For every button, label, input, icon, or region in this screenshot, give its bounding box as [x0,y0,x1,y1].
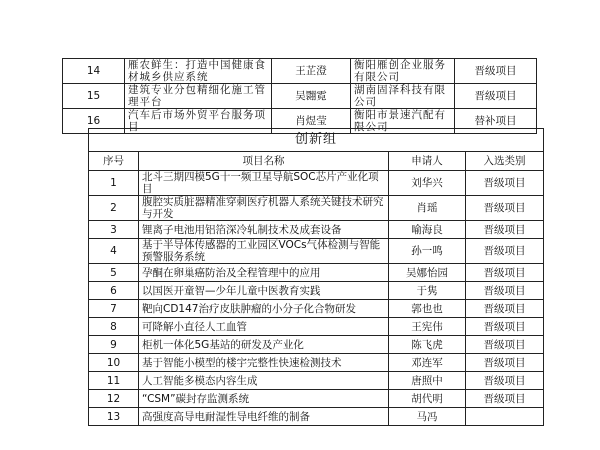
project-name: 建筑专业分包精细化施工管理平台 [125,84,272,109]
table-row [63,59,537,84]
header-no: 序号 [89,152,139,171]
table-row [89,171,544,196]
project-name: 靶向CD147治疗皮肤肿瘤的小分子化合物研发 [139,300,389,318]
project-name: 柜机一体化5G基站的研发及产业化 [139,336,389,354]
table-row [89,408,544,426]
row-number: 7 [89,300,139,318]
applicant: 于隽 [389,282,466,300]
category: 晋级项目 [466,300,544,318]
applicant: 胡代明 [389,390,466,408]
project-name: 基于智能小模型的楼宇完整性快速检测技术 [139,354,389,372]
organization: 衡阳市景速汽配有限公司 [351,109,455,134]
innovation-group-table [88,128,544,426]
applicant: 王芷澄 [272,59,351,84]
category: 晋级项目 [455,59,537,84]
project-name: 孕酮在卵巢癌防治及全程管理中的应用 [139,264,389,282]
innovation-table-body [89,129,544,426]
table-row [89,300,544,318]
applicant: 马冯 [389,408,466,426]
row-number: 14 [63,59,125,84]
row-number: 4 [89,239,139,264]
table-row [63,84,537,109]
project-name: 雁农鲜生：打造中国健康食材城乡供应系统 [125,59,272,84]
continuation-table [62,58,537,134]
category: 晋级项目 [466,282,544,300]
table-row [89,282,544,300]
row-number: 13 [89,408,139,426]
table-row [89,196,544,221]
organization: 湖南固泽科技有限公司 [351,84,455,109]
row-number: 10 [89,354,139,372]
row-number: 5 [89,264,139,282]
applicant: 郭也也 [389,300,466,318]
category: 晋级项目 [466,390,544,408]
category [466,408,544,426]
applicant: 孙一鸣 [389,239,466,264]
project-name: 腹腔实质脏器精准穿刺医疗机器人系统关键技术研究与开发 [139,196,389,221]
table-row [89,318,544,336]
table-row [89,221,544,239]
applicant: 喻海良 [389,221,466,239]
table-row [89,336,544,354]
header-category: 入选类别 [466,152,544,171]
category: 晋级项目 [466,336,544,354]
header-row [89,152,544,171]
applicant: 肖煜莹 [272,109,351,134]
category: 晋级项目 [466,318,544,336]
header-applicant: 申请人 [389,152,466,171]
table-row [89,264,544,282]
project-name: 北斗三期四模5G十一频卫星导航SOC芯片产业化项目 [139,171,389,196]
row-number: 15 [63,84,125,109]
category: 晋级项目 [466,264,544,282]
row-number: 2 [89,196,139,221]
table-row [89,354,544,372]
category: 晋级项目 [466,239,544,264]
category: 替补项目 [455,109,537,134]
category: 晋级项目 [466,221,544,239]
category: 晋级项目 [455,84,537,109]
project-name: 锂离子电池用铝箔深冷轧制技术及成套设备 [139,221,389,239]
table-row [89,372,544,390]
applicant: 唐照中 [389,372,466,390]
table-row [89,239,544,264]
project-name: 汽车后市场外贸平台服务项目 [125,109,272,134]
header-project-name: 项目名称 [139,152,389,171]
project-name: 高强度高导电耐湿性导电纤维的制备 [139,408,389,426]
project-name: 基于半导体传感器的工业园区VOCs气体检测与智能预警服务系统 [139,239,389,264]
row-number: 9 [89,336,139,354]
applicant: 刘华兴 [389,171,466,196]
category: 晋级项目 [466,372,544,390]
row-number: 12 [89,390,139,408]
project-name: 以国医开童智—少年儿童中医教育实践 [139,282,389,300]
group-title: 创新组 [89,129,544,152]
project-name: 可降解小直径人工血管 [139,318,389,336]
applicant: 吴翾霓 [272,84,351,109]
applicant: 邓连军 [389,354,466,372]
category: 晋级项目 [466,354,544,372]
row-number: 16 [63,109,125,134]
category: 晋级项目 [466,171,544,196]
row-number: 11 [89,372,139,390]
applicant: 肖瑶 [389,196,466,221]
applicant: 王宪伟 [389,318,466,336]
row-number: 8 [89,318,139,336]
organization: 衡阳雁创企业服务有限公司 [351,59,455,84]
table-row [89,390,544,408]
project-name: 人工智能多模态内容生成 [139,372,389,390]
row-number: 1 [89,171,139,196]
continuation-table-body [63,59,537,134]
row-number: 3 [89,221,139,239]
applicant: 吴娜怡园 [389,264,466,282]
project-name: “CSM”碳封存监测系统 [139,390,389,408]
row-number: 6 [89,282,139,300]
group-title-row [89,129,544,152]
category: 晋级项目 [466,196,544,221]
applicant: 陈飞虎 [389,336,466,354]
